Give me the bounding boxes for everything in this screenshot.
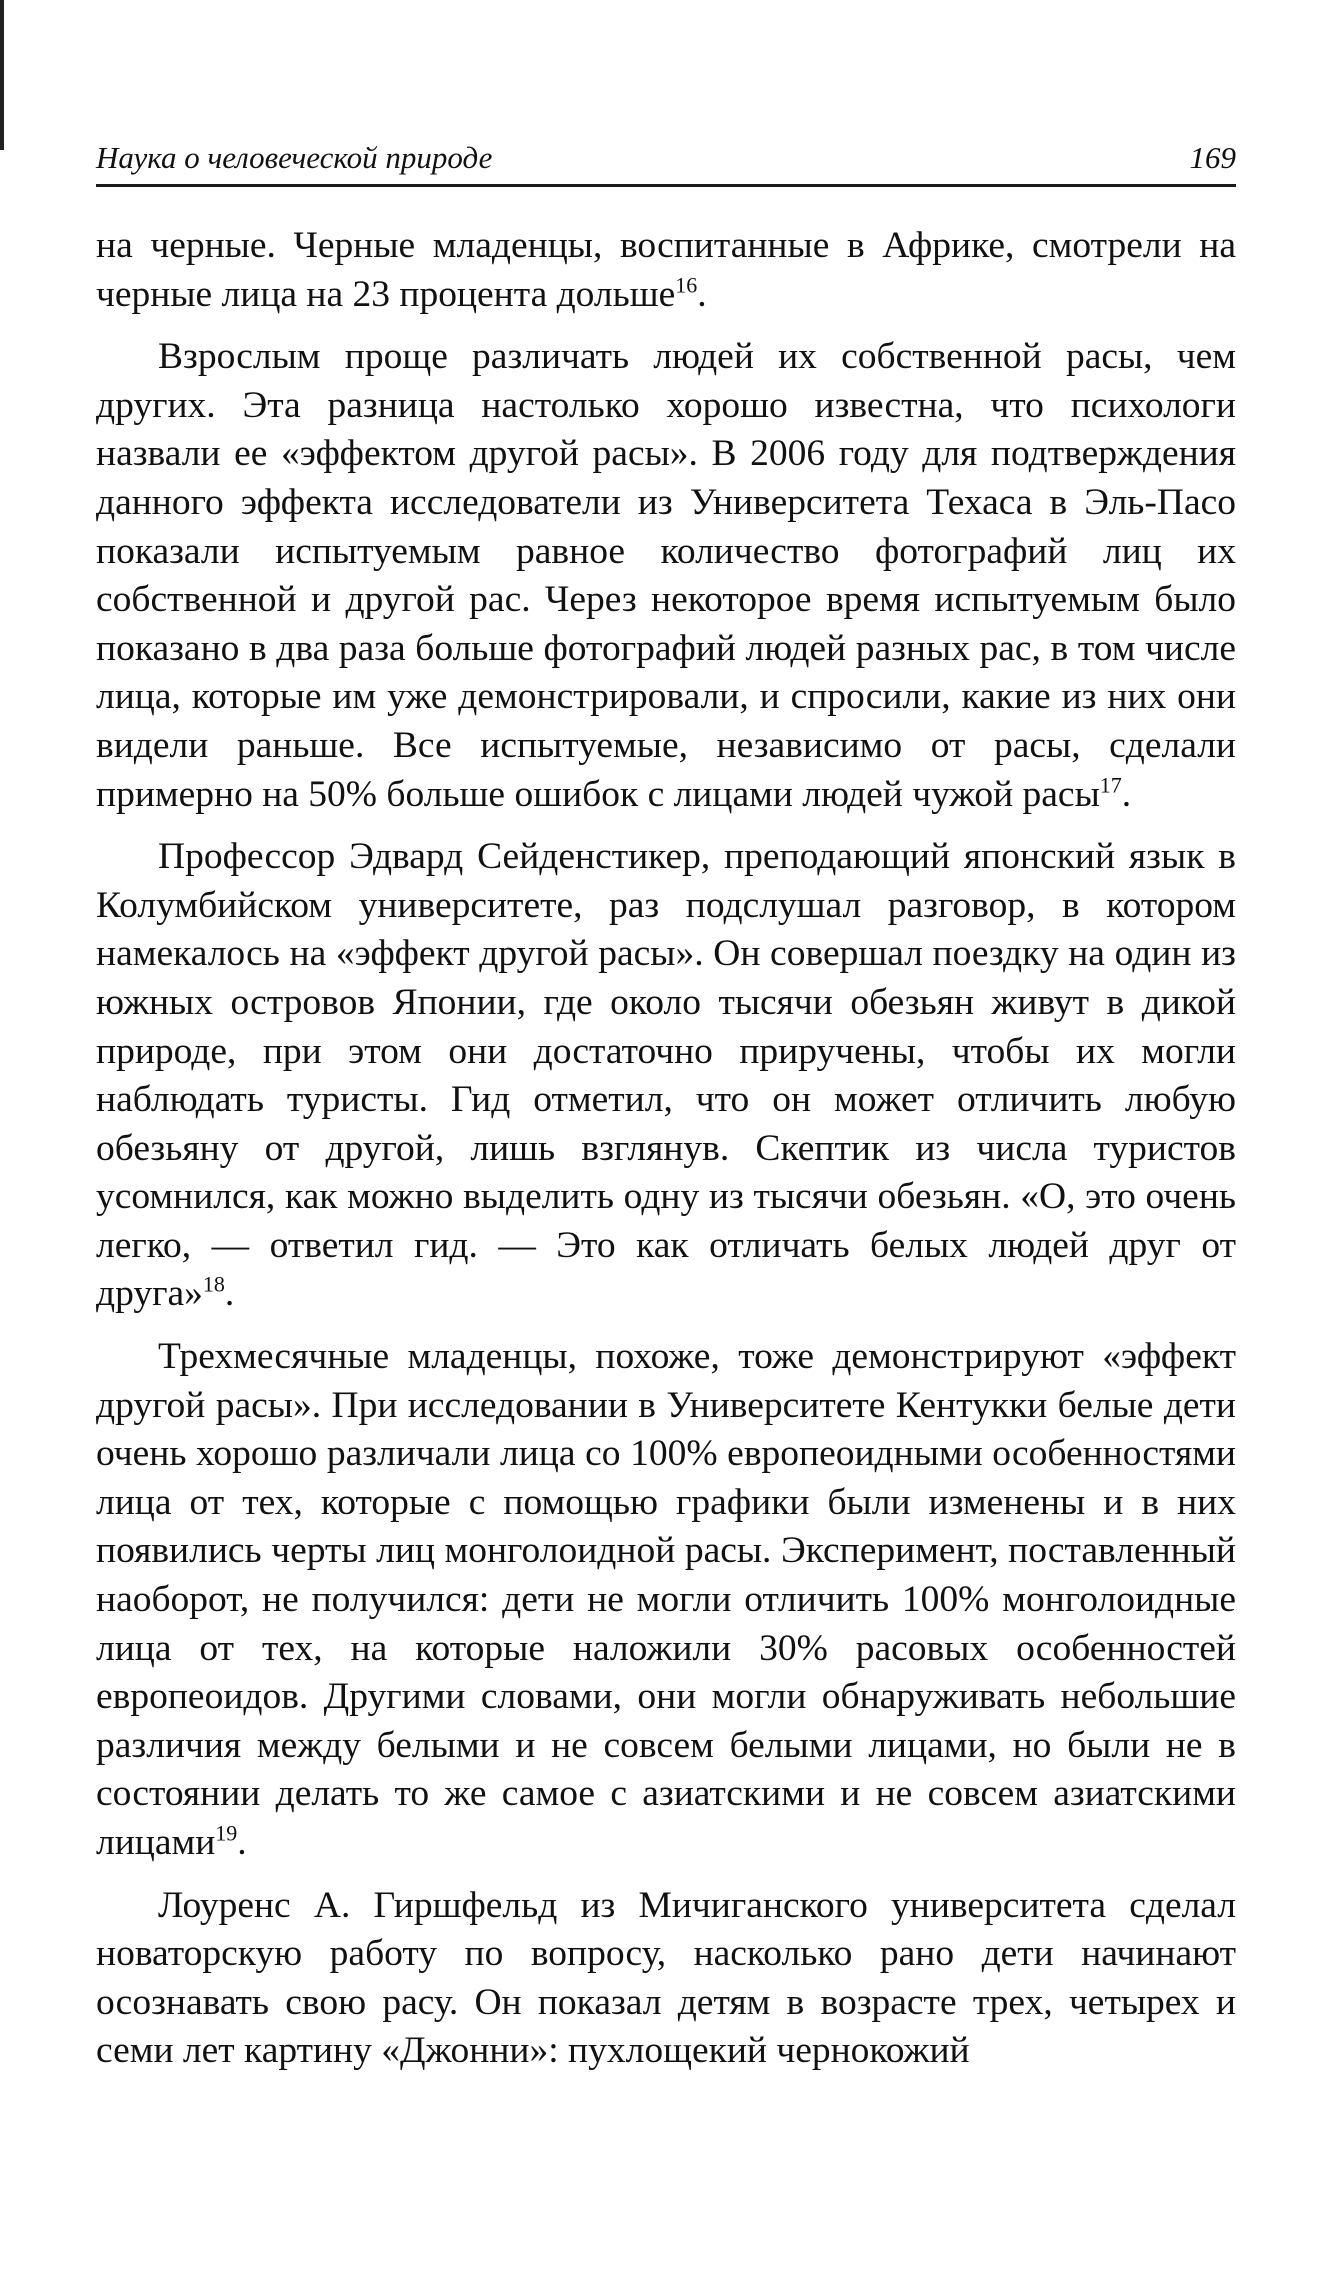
paragraph-4 — [96, 1333, 1236, 1868]
page-number: 169 — [1189, 140, 1236, 175]
paragraph-text: Взрослым проще различать людей их собственной расы, чем других. Эта разница настолько хорошо известна, что психологи назвали ее «эффектом другой расы». В 2006 году для подтверждения данного эффекта исследователи из Университета Техаса в Эль-Пасо показали испытуемым равное количество фотографий лиц их собственной и другой рас. Через некоторое время испытуемым было показано в два раза больше фотографий людей разных рас, в том числе лица, которые им уже демонстрировали, и спросили, какие из них они видели раньше. Все испытуемые, независимо от расы, сделали примерно на 50% больше ошибок с лицами людей чужой расы — [96, 336, 1236, 815]
paragraph-text: Профессор Эдвард Сейденстикер, преподающий японский язык в Колумбийском университете, раз подслушал разговор, в котором намекалось на «эффект другой расы». Он совершал поездку на один из южных островов Японии, где около тысячи обезьян живут в дикой природе, при этом они достаточно приручены, чтобы их могли наблюдать туристы. Гид отметил, что он может отличить любую обезьяну от другой, лишь взглянув. Скептик из числа туристов усомнился, как можно выделить одну из тысячи обезьян. «О, это очень легко, — ответил гид. — Это как отличать белых людей друг от друга» — [96, 836, 1236, 1315]
binding-edge-mark — [0, 0, 4, 150]
paragraph-end: . — [224, 1273, 235, 1315]
header-rule — [96, 184, 1236, 187]
running-header — [96, 138, 1236, 184]
paragraph-5 — [96, 1882, 1236, 2076]
body-text — [96, 222, 1236, 2090]
paragraph-end: . — [697, 273, 707, 315]
paragraph-text: Трехмесячные младенцы, похоже, тоже демонстрируют «эффект другой расы». При исследовании в Университете Кентукки белые дети очень хорошо различали лица со 100% европеоидными особенностями лица от тех, которые с помощью графики были изменены и в них появились черты лиц монголоидной расы. Эксперимент, поставленный наоборот, не получился: дети не могли отличить 100% монголоидные лица от тех, на которые наложили 30% расовых особенностей европеоидов. Другими словами, они могли обнаруживать небольшие различия между белыми и не совсем белыми лицами, но были не в состоянии делать то же самое с азиатскими и не совсем азиатскими лицами — [96, 1336, 1236, 1863]
paragraph-end: . — [237, 1822, 247, 1863]
paragraph-text: Лоуренс А. Гиршфельд из Мичиганского университета сделал новаторскую работу по вопросу, насколько рано дети начинают осознавать свою расу. Он показал детям в возрасте трех, четырех и семи лет картину «Джонни»: пухлощекий чернокожий — [96, 1884, 1236, 2072]
paragraph-1 — [96, 222, 1236, 319]
footnote-ref: 19 — [215, 1820, 238, 1846]
paragraph-2 — [96, 333, 1236, 819]
running-title: Наука о человеческой природе — [96, 140, 493, 175]
footnote-ref: 18 — [202, 1271, 225, 1297]
paragraph-end: . — [1121, 773, 1132, 815]
footnote-ref: 17 — [1099, 772, 1122, 798]
footnote-ref: 16 — [675, 272, 698, 298]
paragraph-3 — [96, 833, 1236, 1319]
paragraph-text: на черные. Черные младенцы, воспитанные в Африке, смотрели на черные лица на 23 процента дольше — [96, 225, 1236, 315]
